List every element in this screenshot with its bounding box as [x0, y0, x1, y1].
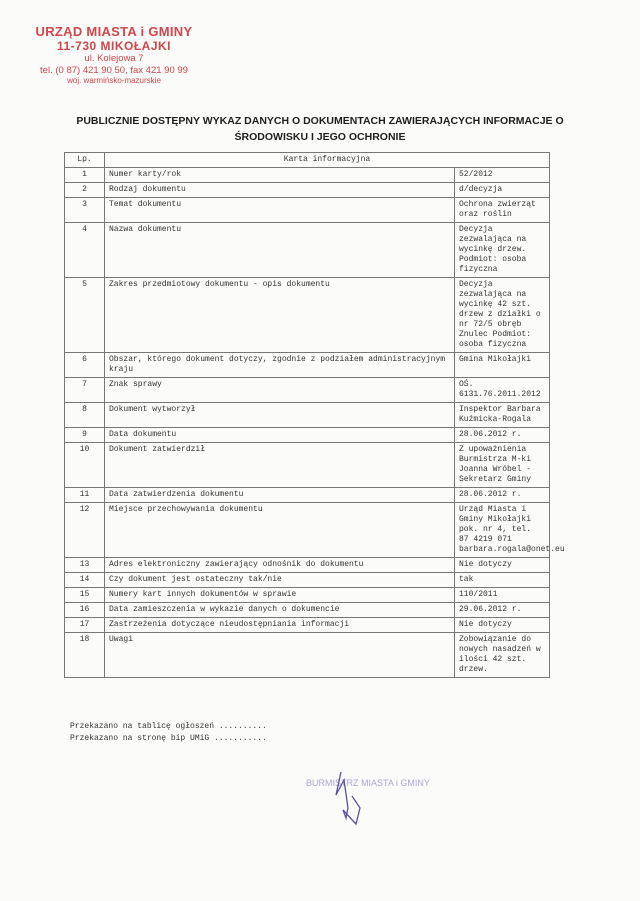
title-line-2: ŚRODOWISKU I JEGO OCHRONIE: [234, 130, 406, 143]
footer-bip: Przekazano na stronę bip UMiG ...........: [70, 733, 267, 743]
row-value: Urząd Miasta i Gminy Mikołajki pok. nr 4, tel. 87 4219 071 barbara.rogala@onet.eu: [455, 503, 550, 558]
row-value: 28.06.2012 r.: [455, 428, 550, 443]
row-number: 6: [65, 353, 105, 378]
row-number: 7: [65, 378, 105, 403]
row-value: 110/2011: [455, 588, 550, 603]
row-number: 1: [65, 168, 105, 183]
row-number: 18: [65, 633, 105, 678]
row-label: Data dokumentu: [105, 428, 455, 443]
row-value: 29.06.2012 r.: [455, 603, 550, 618]
table-row: [65, 378, 550, 403]
stamp-line-phone: tel. (0 87) 421 90 50, fax 421 90 99: [40, 64, 188, 76]
row-value: Nie dotyczy: [455, 618, 550, 633]
row-number: 12: [65, 503, 105, 558]
footer-notice-board: Przekazano na tablicę ogłoszeń ..........: [70, 722, 267, 731]
title-line-1: PUBLICZNIE DOSTĘPNY WYKAZ DANYCH O DOKUMENTACH ZAWIERAJĄCYCH INFORMACJE O: [76, 115, 564, 127]
row-label: Data zatwierdzenia dokumentu: [105, 488, 455, 503]
table-row: [65, 443, 550, 488]
row-value: Decyzja zezwalająca na wycinkę 42 szt. drzew z działki o nr 72/5 obręb Znulec Podmiot: osoba fizyczna: [455, 278, 550, 353]
row-number: 15: [65, 588, 105, 603]
table-row: [65, 353, 550, 378]
row-number: 3: [65, 198, 105, 223]
document-title: [60, 114, 580, 146]
row-value: Zobowiązanie do nowych nasadzeń w ilości 42 szt. drzew.: [455, 633, 550, 678]
stamp-line-office: URZĄD MIASTA i GMINY: [35, 24, 193, 39]
row-label: Adres elektroniczny zawierający odnośnik do dokumentu: [105, 558, 455, 573]
row-label: Numery kart innych dokumentów w sprawie: [105, 588, 455, 603]
row-number: 14: [65, 573, 105, 588]
row-number: 10: [65, 443, 105, 488]
row-value: Ochrona zwierząt oraz roślin: [455, 198, 550, 223]
row-value: tak: [455, 573, 550, 588]
row-value: 28.06.2012 r.: [455, 488, 550, 503]
row-label: Uwagi: [105, 633, 455, 678]
table-row: [65, 503, 550, 558]
row-label: Nazwa dokumentu: [105, 223, 455, 278]
row-label: Dokument wytworzył: [105, 403, 455, 428]
row-number: 13: [65, 558, 105, 573]
header-lp: Lp.: [65, 153, 105, 168]
row-label: Numer karty/rok: [105, 168, 455, 183]
row-value: Nie dotyczy: [455, 558, 550, 573]
row-label: Miejsce przechowywania dokumentu: [105, 503, 455, 558]
row-label: Zastrzeżenia dotyczące nieudostępniania informacji: [105, 618, 455, 633]
row-number: 16: [65, 603, 105, 618]
table-row: [65, 168, 550, 183]
table-row: [65, 278, 550, 353]
office-stamp: [14, 24, 214, 85]
table-row: [65, 588, 550, 603]
table-body: [65, 168, 565, 678]
table-row: [65, 618, 550, 633]
row-value: Decyzja zezwalająca na wycinkę drzew. Podmiot: osoba fizyczna: [455, 223, 550, 278]
row-value: Z upoważnienia Burmistrza M-ki Joanna Wróbel - Sekretarz Gminy: [455, 443, 550, 488]
row-number: 2: [65, 183, 105, 198]
signature-stamp-text: BURMISTRZ MIASTA i GMINY: [306, 778, 430, 788]
table-row: [65, 183, 550, 198]
header-card: Karta informacyjna: [105, 153, 550, 168]
row-label: Rodzaj dokumentu: [105, 183, 455, 198]
stamp-line-region: woj. warmińsko-mazurskie: [67, 75, 161, 85]
row-number: 8: [65, 403, 105, 428]
row-label: Dokument zatwierdził: [105, 443, 455, 488]
stamp-line-street: ul. Kolejowa 7: [84, 53, 144, 65]
row-value: Gmina Mikołajki: [455, 353, 550, 378]
row-number: 9: [65, 428, 105, 443]
row-label: Zakres przedmiotowy dokumentu - opis dokumentu: [105, 278, 455, 353]
signature-stamp: [286, 760, 436, 840]
table-row: [65, 428, 550, 443]
table-row: [65, 223, 550, 278]
stamp-line-postcode: 11-730 MIKOŁAJKI: [56, 39, 172, 54]
row-value: d/decyzja: [455, 183, 550, 198]
row-number: 5: [65, 278, 105, 353]
row-value: 52/2012: [455, 168, 550, 183]
row-number: 11: [65, 488, 105, 503]
table-row: [65, 558, 550, 573]
row-number: 4: [65, 223, 105, 278]
row-label: Czy dokument jest ostateczny tak/nie: [105, 573, 455, 588]
footer-notes: [70, 721, 267, 744]
table-row: [65, 573, 550, 588]
table-row: [65, 633, 550, 678]
information-card-table: [64, 152, 565, 678]
table-header-row: [65, 153, 550, 168]
table-row: [65, 603, 550, 618]
row-label: Obszar, którego dokument dotyczy, zgodnie z podziałem administracyjnym kraju: [105, 353, 455, 378]
table-row: [65, 198, 550, 223]
row-value: OŚ. 6131.76.2011.2012: [455, 378, 550, 403]
row-value: Inspektor Barbara Kuźmicka-Rogala: [455, 403, 550, 428]
signature-graphic: [286, 760, 436, 840]
row-label: Data zamieszczenia w wykazie danych o dokumencie: [105, 603, 455, 618]
row-label: Temat dokumentu: [105, 198, 455, 223]
row-number: 17: [65, 618, 105, 633]
row-label: Znak sprawy: [105, 378, 455, 403]
table-row: [65, 403, 550, 428]
table-row: [65, 488, 550, 503]
